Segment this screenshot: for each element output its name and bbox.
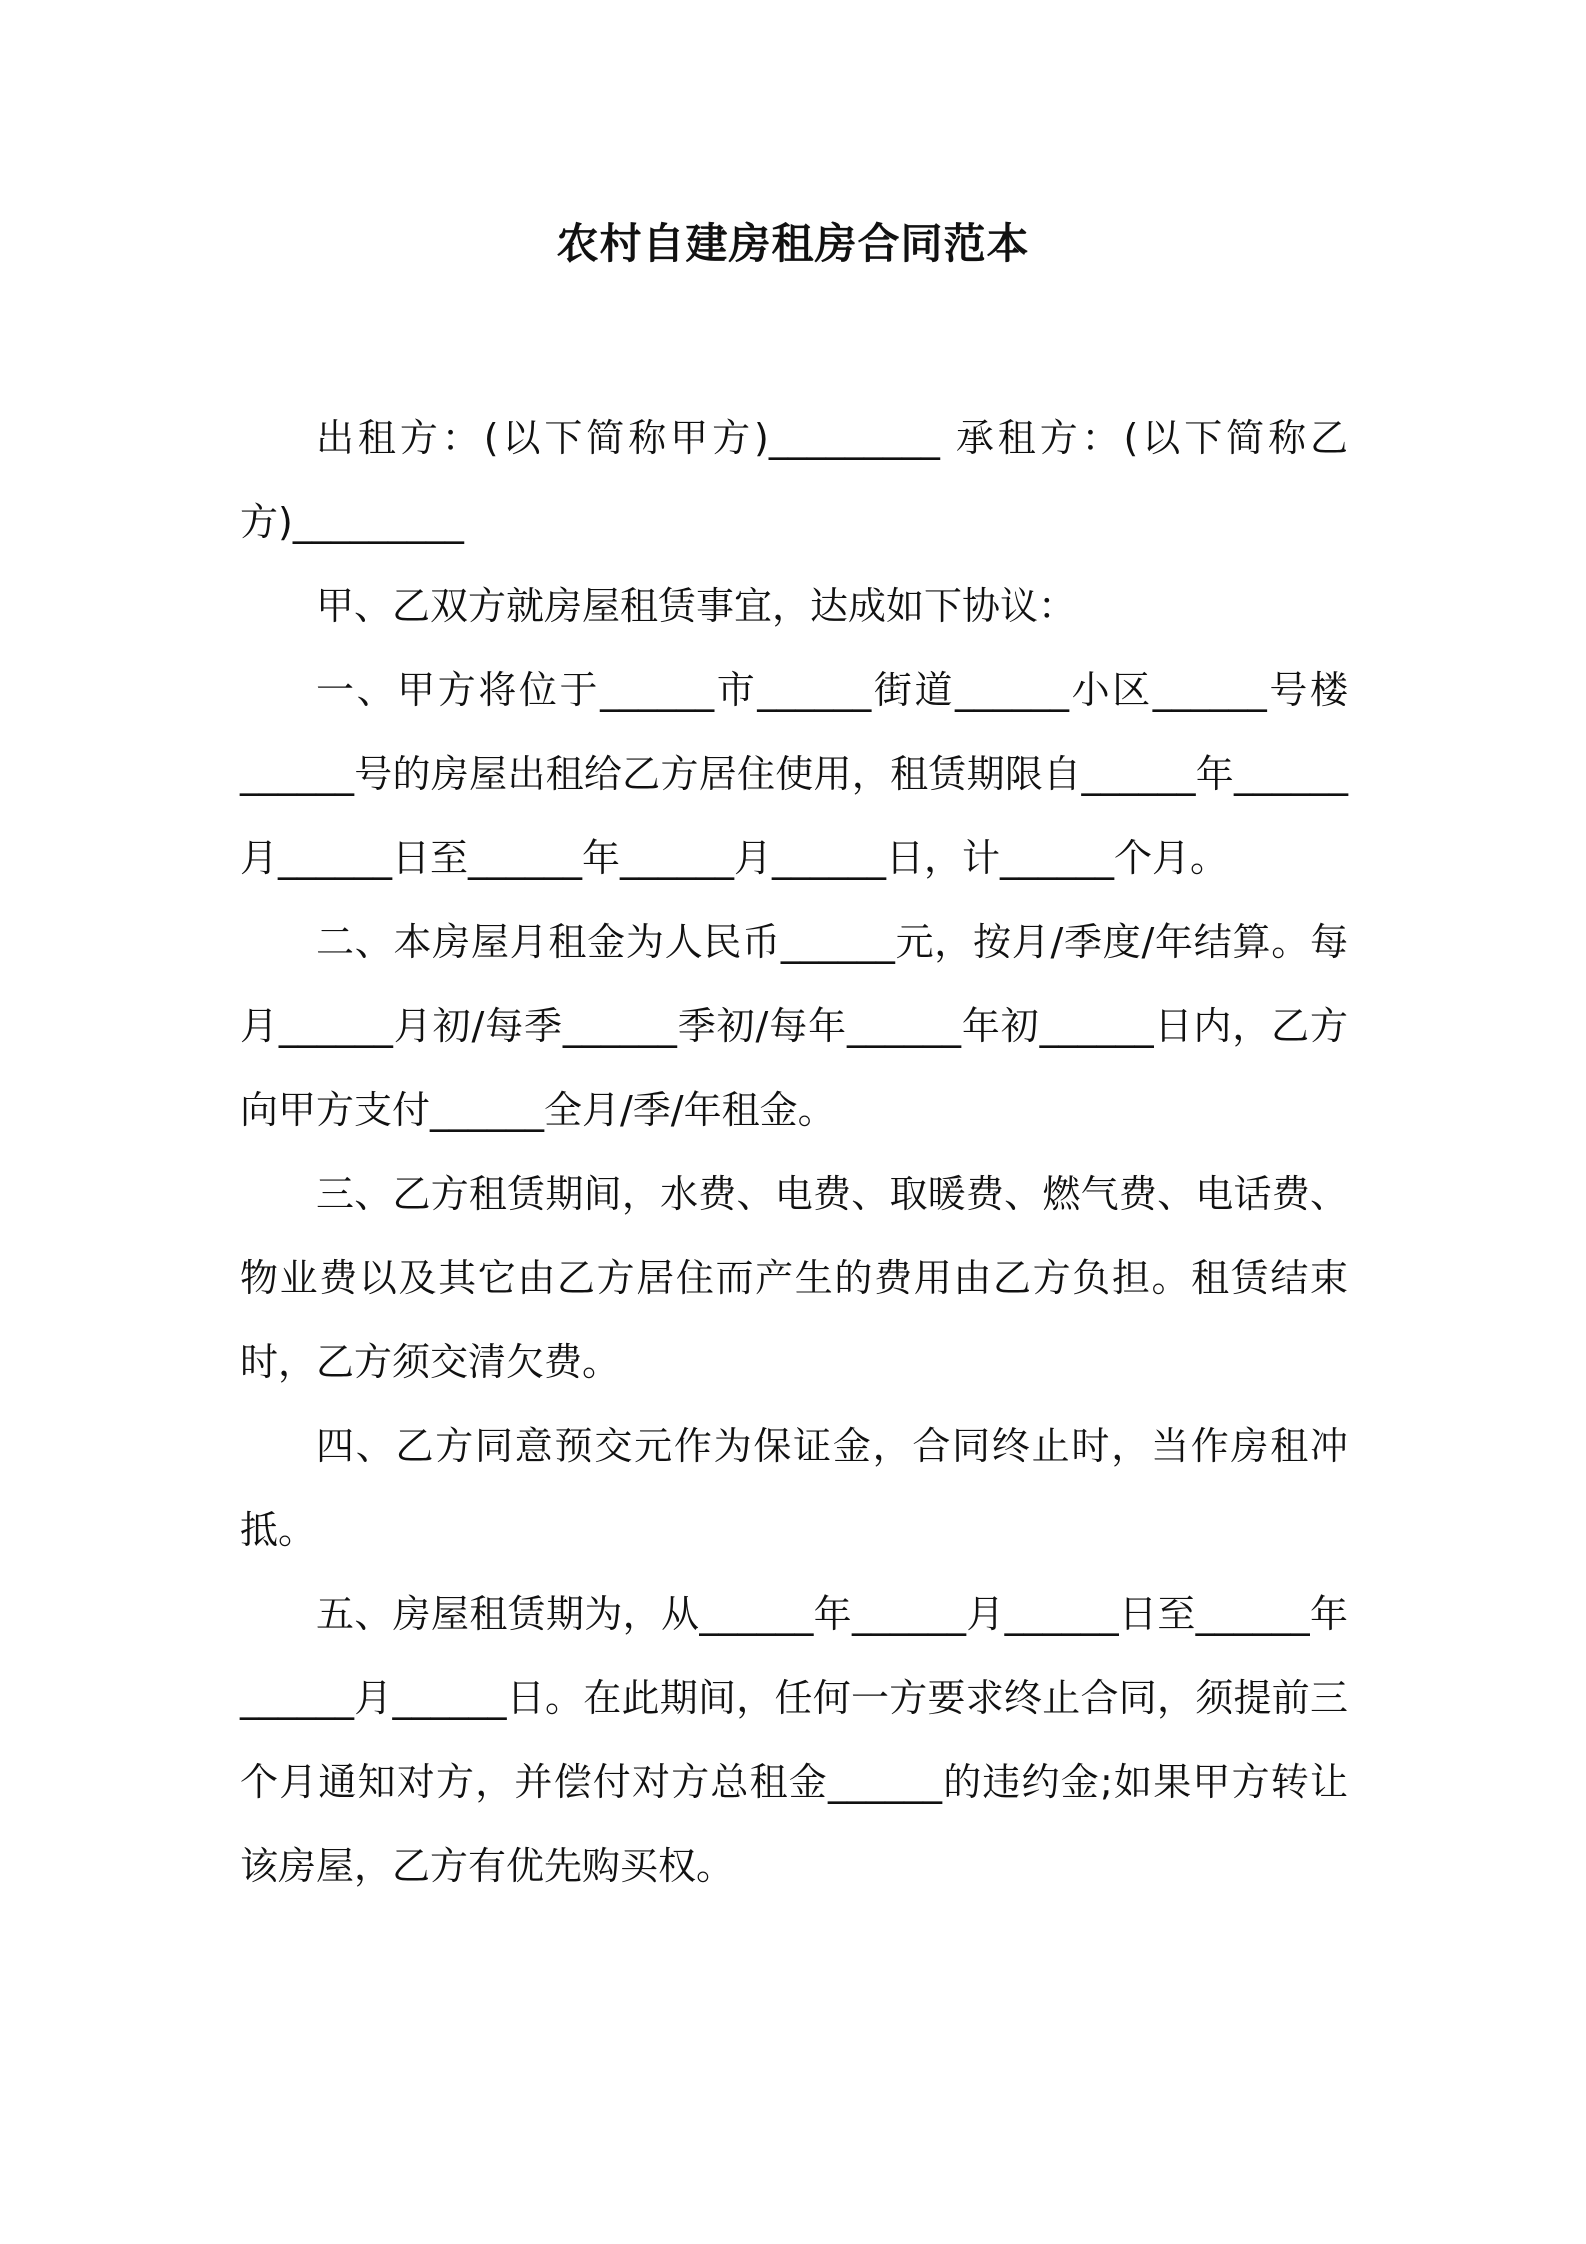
parties-paragraph: 出租方：(以下简称甲方)_________ 承租方：(以下简称乙方)_________ [240,416,1348,544]
clause-4-paragraph: 四、乙方同意预交元作为保证金，合同终止时，当作房租冲抵。 [240,1424,1348,1552]
agreement-intro-paragraph: 甲、乙双方就房屋租赁事宜，达成如下协议： [316,584,1077,628]
clause-2-paragraph: 二、本房屋月租金为人民币______元，按月/季度/年结算。每月______月初/每季______季初/每年______年初______日内，乙方向甲方支付______全月/季/年租金。 [240,920,1348,1132]
document-title: 农村自建房租房合同范本 [556,219,1030,268]
contract-body [240,396,1348,1908]
clause-1-paragraph: 一、甲方将位于______市______街道______小区______号楼______号的房屋出租给乙方居住使用，租赁期限自______年______月______日至______年______月______日，计______个月。 [240,668,1348,880]
clause-5-paragraph: 五、房屋租赁期为，从______年______月______日至______年______月______日。在此期间，任何一方要求终止合同，须提前三个月通知对方，并偿付对方总租金______的违约金;如果甲方转让该房屋，乙方有优先购买权。 [240,1592,1348,1888]
clause-3-paragraph: 三、乙方租赁期间，水费、电费、取暖费、燃气费、电话费、物业费以及其它由乙方居住而产生的费用由乙方负担。租赁结束时，乙方须交清欠费。 [240,1172,1348,1384]
